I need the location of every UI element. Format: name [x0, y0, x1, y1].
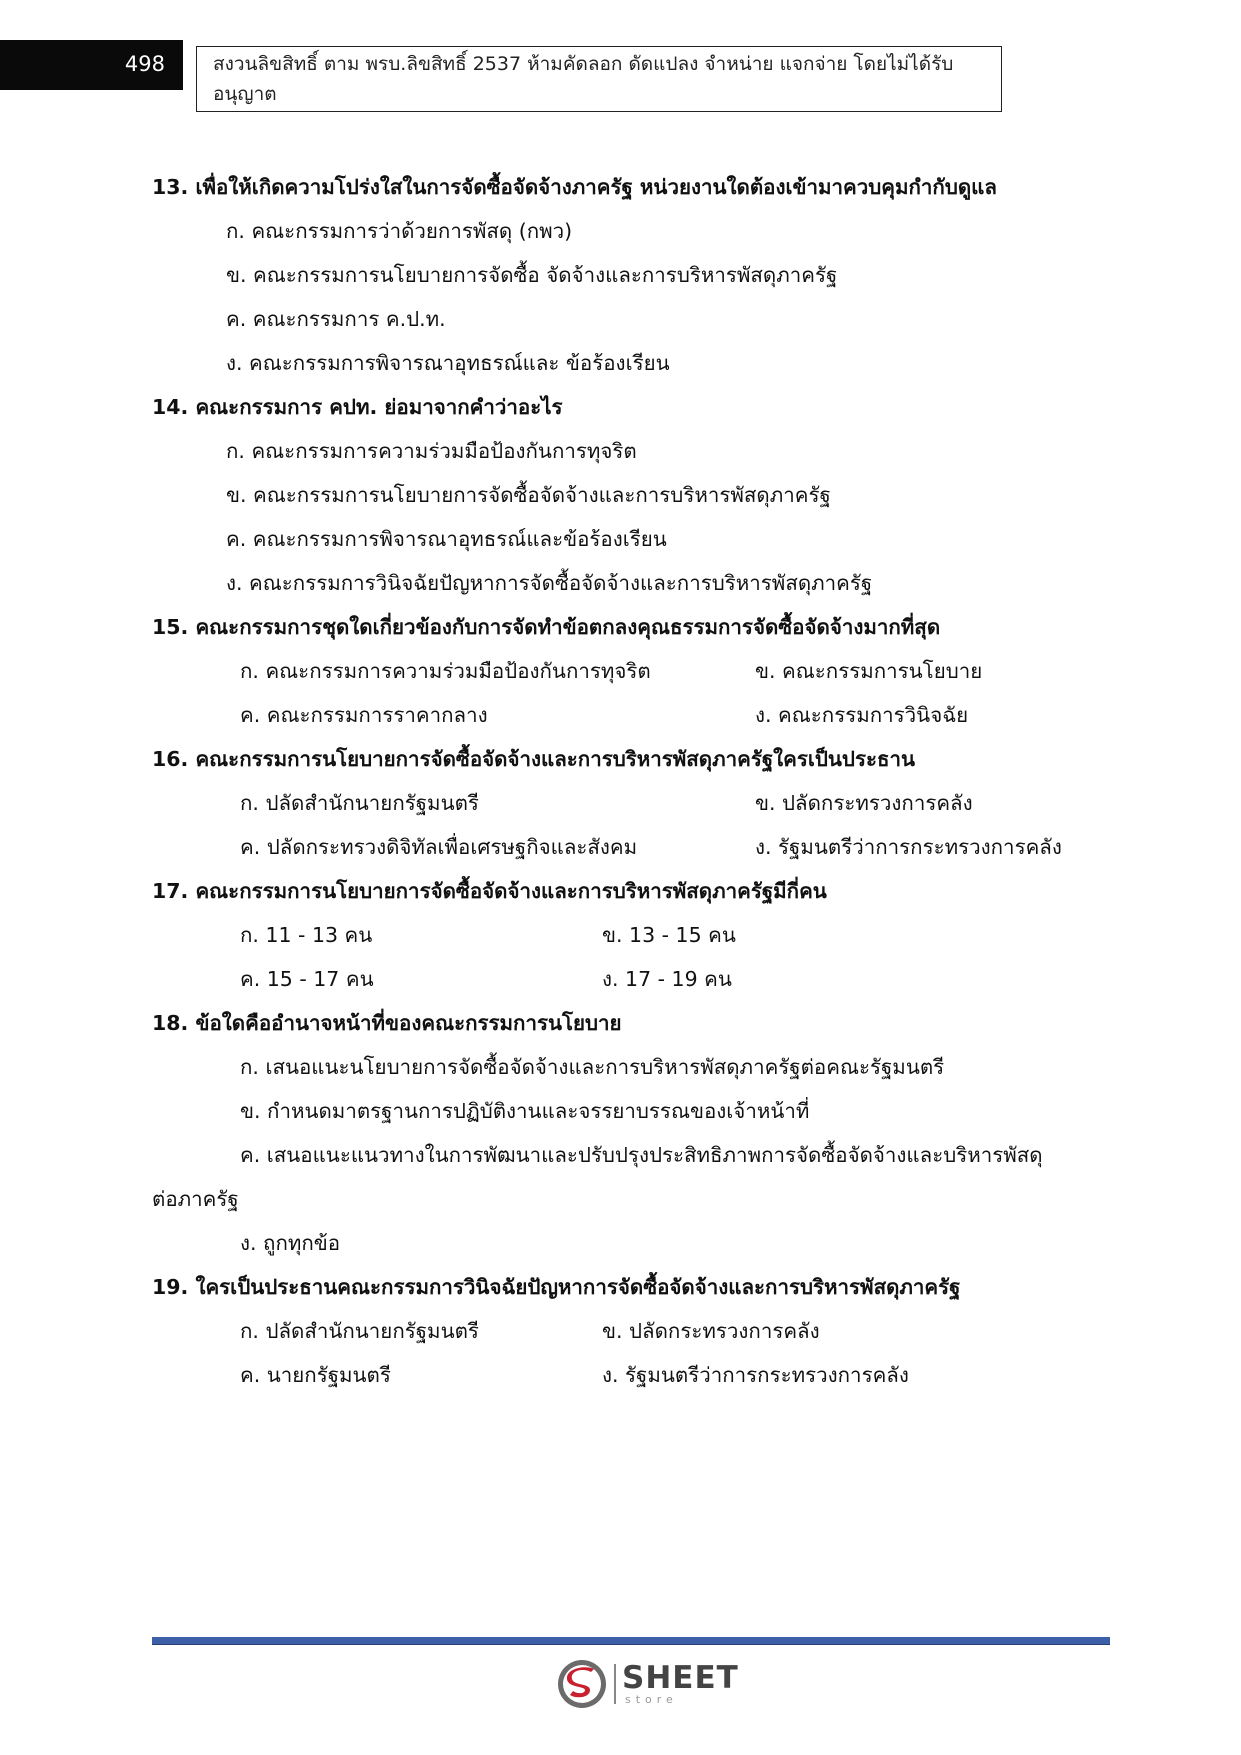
question-14: 14. คณะกรรมการ คปท. ย่อมาจากคำว่าอะไร — [152, 395, 563, 419]
option-17-d: ง. 17 - 19 คน — [602, 967, 732, 991]
question-19: 19. ใครเป็นประธานคณะกรรมการวินิจฉัยปัญหาการจัดซื้อจัดจ้างและการบริหารพัสดุภาครัฐ — [152, 1275, 961, 1299]
option-14-d: ง. คณะกรรมการวินิจฉัยปัญหาการจัดซื้อจัดจ้างและการบริหารพัสดุภาครัฐ — [226, 571, 873, 595]
sheet-store-logo — [556, 1658, 739, 1710]
option-17-a: ก. 11 - 13 คน — [240, 923, 373, 947]
option-15-c: ค. คณะกรรมการราคากลาง — [240, 703, 488, 727]
option-16-c: ค. ปลัดกระทรวงดิจิทัลเพื่อเศรษฐกิจและสังคม — [240, 835, 638, 859]
footer-divider — [152, 1637, 1110, 1645]
page-number: 498 — [0, 40, 183, 90]
option-18-d: ง. ถูกทุกข้อ — [240, 1231, 341, 1255]
logo-word: SHEET — [622, 1660, 739, 1696]
option-16-b: ข. ปลัดกระทรวงการคลัง — [755, 791, 973, 815]
option-13-b: ข. คณะกรรมการนโยบายการจัดซื้อ จัดจ้างและการบริหารพัสดุภาครัฐ — [226, 263, 838, 287]
option-15-b: ข. คณะกรรมการนโยบาย — [755, 659, 983, 683]
option-15-a: ก. คณะกรรมการความร่วมมือป้องกันการทุจริต — [240, 659, 651, 683]
option-13-a: ก. คณะกรรมการว่าด้วยการพัสดุ (กพว) — [226, 219, 573, 243]
option-14-c: ค. คณะกรรมการพิจารณาอุทธรณ์และข้อร้องเรียน — [226, 527, 667, 551]
option-14-b: ข. คณะกรรมการนโยบายการจัดซื้อจัดจ้างและการบริหารพัสดุภาครัฐ — [226, 483, 831, 507]
option-16-a: ก. ปลัดสำนักนายกรัฐมนตรี — [240, 791, 479, 815]
option-18-b: ข. กำหนดมาตรฐานการปฏิบัติงานและจรรยาบรรณของเจ้าหน้าที่ — [240, 1099, 810, 1123]
option-19-b: ข. ปลัดกระทรวงการคลัง — [602, 1319, 820, 1343]
question-16: 16. คณะกรรมการนโยบายการจัดซื้อจัดจ้างและการบริหารพัสดุภาครัฐใครเป็นประธาน — [152, 747, 916, 771]
question-15: 15. คณะกรรมการชุดใดเกี่ยวข้องกับการจัดทำข้อตกลงคุณธรรมการจัดซื้อจัดจ้างมากที่สุด — [152, 615, 941, 639]
copyright-notice — [196, 46, 1002, 112]
option-18-a: ก. เสนอแนะนโยบายการจัดซื้อจัดจ้างและการบริหารพัสดุภาครัฐต่อคณะรัฐมนตรี — [240, 1055, 945, 1079]
option-13-c: ค. คณะกรรมการ ค.ป.ท. — [226, 307, 446, 331]
logo-divider — [614, 1664, 616, 1704]
logo-subtitle: store — [625, 1693, 678, 1706]
sheet-store-logo-icon — [556, 1658, 608, 1710]
option-16-d: ง. รัฐมนตรีว่าการกระทรวงการคลัง — [755, 835, 1062, 859]
copyright-text: สงวนลิขสิทธิ์ ตาม พรบ.ลิขสิทธิ์ 2537 ห้ามคัดลอก ดัดแปลง จำหน่าย แจกจ่าย โดยไม่ได้รับอนุญาต — [213, 53, 954, 105]
option-18-c-continued: ต่อภาครัฐ — [152, 1187, 239, 1211]
option-19-a: ก. ปลัดสำนักนายกรัฐมนตรี — [240, 1319, 479, 1343]
option-14-a: ก. คณะกรรมการความร่วมมือป้องกันการทุจริต — [226, 439, 637, 463]
option-17-b: ข. 13 - 15 คน — [602, 923, 736, 947]
option-17-c: ค. 15 - 17 คน — [240, 967, 374, 991]
option-18-c: ค. เสนอแนะแนวทางในการพัฒนาและปรับปรุงประสิทธิภาพการจัดซื้อจัดจ้างและบริหารพัสดุ — [240, 1143, 1043, 1167]
logo-text — [622, 1660, 739, 1706]
question-13: 13. เพื่อให้เกิดความโปร่งใสในการจัดซื้อจัดจ้างภาครัฐ หน่วยงานใดต้องเข้ามาควบคุมกำกับดูแล — [152, 175, 997, 199]
option-15-d: ง. คณะกรรมการวินิจฉัย — [755, 703, 969, 727]
question-18: 18. ข้อใดคืออำนาจหน้าที่ของคณะกรรมการนโยบาย — [152, 1011, 622, 1035]
option-19-d: ง. รัฐมนตรีว่าการกระทรวงการคลัง — [602, 1363, 909, 1387]
question-17: 17. คณะกรรมการนโยบายการจัดซื้อจัดจ้างและการบริหารพัสดุภาครัฐมีกี่คน — [152, 879, 827, 903]
option-19-c: ค. นายกรัฐมนตรี — [240, 1363, 391, 1387]
option-13-d: ง. คณะกรรมการพิจารณาอุทธรณ์และ ข้อร้องเรียน — [226, 351, 670, 375]
